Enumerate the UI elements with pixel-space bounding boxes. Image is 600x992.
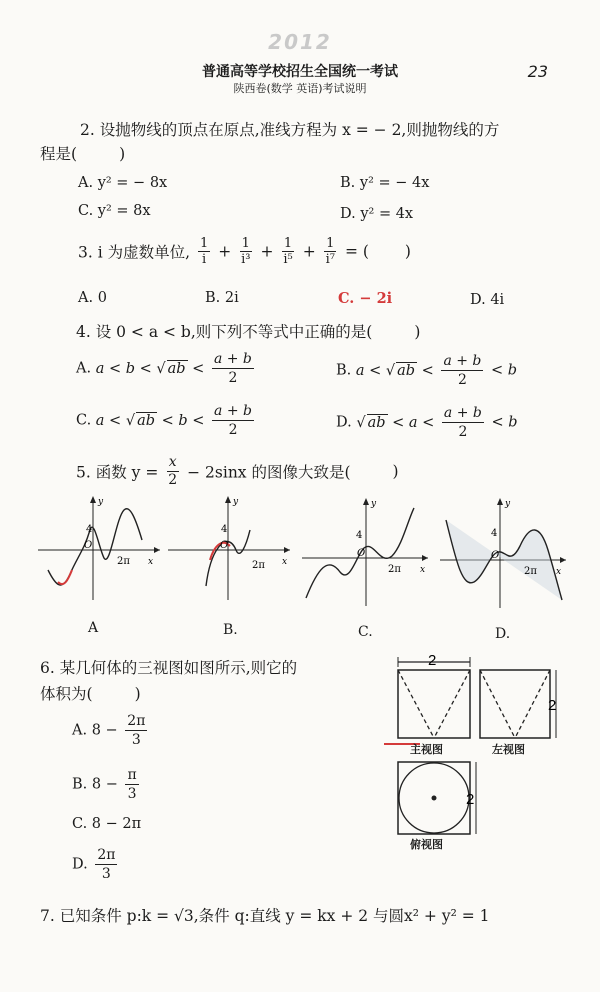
header-subtitle: 陕西卷(数学 英语)考试说明 bbox=[233, 82, 367, 95]
front-view-label: 主视图 bbox=[410, 743, 443, 756]
graph-c-tick-2pi: 2π bbox=[388, 564, 401, 575]
graph-d-x-label: x bbox=[556, 567, 562, 577]
graph-b bbox=[168, 496, 290, 600]
q4-option-b: B. a < √ ab < $\frac{a + b}{2}$ < b bbox=[336, 353, 518, 388]
q4-option-a: A. a < b < √ ab < $\frac{a + b}{2}$ bbox=[76, 351, 252, 386]
q3-option-c: C. − 2i bbox=[338, 290, 393, 307]
q3-fraction-2: $\frac{1}{\text{i³}}$ bbox=[241, 236, 251, 267]
side-view-dim: 2 bbox=[548, 697, 557, 714]
q3-option-a: A. 0 bbox=[78, 290, 107, 306]
q6-stem-line1: 6. 某几何体的三视图如图所示,则它的 bbox=[40, 659, 298, 677]
graph-a bbox=[38, 496, 160, 600]
graph-b-origin: O bbox=[220, 540, 229, 551]
graph-b-tick-2pi: 2π bbox=[252, 560, 265, 571]
graph-d-tick-4: 4 bbox=[491, 528, 498, 539]
graph-a-origin: O bbox=[84, 540, 93, 551]
q3-option-d: D. 4i bbox=[470, 292, 505, 308]
graph-d bbox=[440, 498, 566, 608]
top-view-label: 俯视图 bbox=[410, 838, 443, 851]
side-view-label: 左视图 bbox=[492, 743, 525, 756]
top-view-dim: 2 bbox=[466, 791, 475, 808]
graph-b-tick-4: 4 bbox=[221, 524, 228, 535]
q6-three-views bbox=[380, 648, 560, 858]
graph-a-tick-4: 4 bbox=[86, 524, 93, 535]
q6-stem-line2: 体积为( ) bbox=[40, 685, 141, 703]
q7-stem: 7. 已知条件 p:k = √3,条件 q:直线 y = kx + 2 与圆x² + y² = 1 bbox=[40, 907, 490, 925]
q6-option-a: A. 8 − $\frac{2\pi}{3}$ bbox=[72, 713, 146, 748]
q3-fraction-4: $\frac{1}{\text{i⁷}}$ bbox=[325, 236, 335, 267]
q2-option-b: B. y² = − 4x bbox=[340, 175, 430, 191]
graph-a-tick-2pi: 2π bbox=[117, 556, 130, 567]
graph-label-b: B. bbox=[223, 622, 238, 638]
q3-option-b: B. 2i bbox=[205, 290, 239, 306]
graph-c bbox=[302, 498, 428, 606]
graph-c-tick-4: 4 bbox=[356, 530, 363, 541]
q2-stem-line2: 程是( ) bbox=[40, 145, 126, 163]
q2-option-a: A. y² = − 8x bbox=[78, 175, 168, 191]
q2-stem-line1: 2. 设抛物线的顶点在原点,准线方程为 x = − 2,则抛物线的方 bbox=[80, 121, 500, 139]
q3-fraction-3: $\frac{1}{\text{i⁵}}$ bbox=[283, 236, 293, 267]
graph-b-y-label: y bbox=[233, 497, 239, 507]
graph-label-d: D. bbox=[495, 626, 511, 642]
front-view bbox=[384, 652, 470, 744]
graph-label-c: C. bbox=[358, 624, 373, 640]
q2-option-d: D. y² = 4x bbox=[340, 206, 414, 222]
q2-option-c: C. y² = 8x bbox=[78, 203, 151, 219]
graph-c-y-label: y bbox=[371, 499, 377, 509]
q4-option-c: C. a < √ ab < b < $\frac{a + b}{2}$ bbox=[76, 403, 252, 438]
front-view-dim: 2 bbox=[428, 652, 437, 669]
header-year: 2012 bbox=[268, 30, 332, 54]
graph-label-a: A bbox=[88, 620, 99, 636]
graph-a-y-label: y bbox=[98, 497, 104, 507]
graph-d-tick-2pi: 2π bbox=[524, 566, 537, 577]
top-view bbox=[398, 762, 476, 834]
q4-stem: 4. 设 0 < a < b,则下列不等式中正确的是( ) bbox=[76, 323, 421, 341]
q3-stem: 3. i 为虚数单位, $\frac{1}{i}$ + $\frac{1}{\text{i³}}$ + $\frac{1}{\text{i⁵}}$ + $\frac{1}{\text{i⁷}}$ = ( ) bbox=[78, 236, 411, 267]
q5-stem: 5. 函数 y = $\frac{x}{2}$ − 2sinx 的图像大致是( ) bbox=[76, 454, 399, 488]
page-number: 23 bbox=[527, 62, 548, 81]
graph-c-origin: O bbox=[357, 548, 366, 559]
q6-option-d: D. $\frac{2\pi}{3}$ bbox=[72, 847, 116, 882]
q6-option-b: B. 8 − $\frac{\pi}{3}$ bbox=[72, 767, 137, 802]
q3-fraction-1: $\frac{1}{i}$ bbox=[199, 236, 209, 267]
graph-d-origin: O bbox=[491, 550, 500, 561]
graph-a-x-label: x bbox=[148, 557, 154, 567]
graph-c-x-label: x bbox=[420, 565, 426, 575]
side-view bbox=[480, 670, 556, 738]
q6-option-c: C. 8 − 2π bbox=[72, 816, 142, 832]
graph-d-y-label: y bbox=[505, 499, 511, 509]
graph-b-x-label: x bbox=[282, 557, 288, 567]
header-title: 普通高等学校招生全国统一考试 bbox=[202, 64, 398, 80]
q4-option-d: D. √ ab < a < $\frac{a + b}{2}$ < b bbox=[336, 405, 518, 440]
